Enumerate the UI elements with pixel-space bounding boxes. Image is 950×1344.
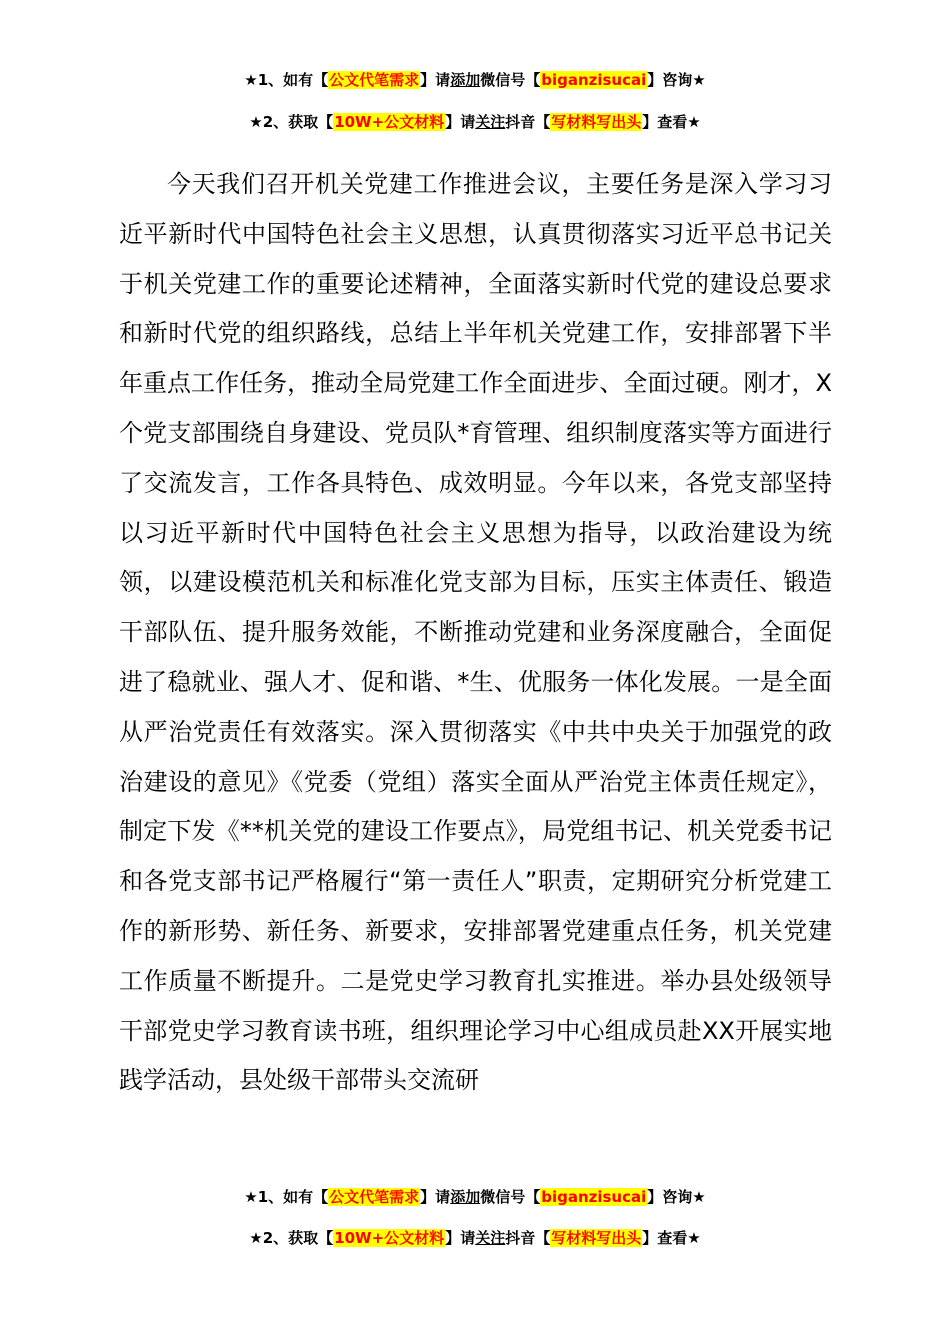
footer-line1-underlined: 添加 bbox=[450, 1188, 481, 1206]
footer-line1-prefix: ★1、如有【 bbox=[244, 1188, 329, 1206]
footer-line1-highlight-service: 公文代笔需求 bbox=[329, 1188, 420, 1206]
header-line1-suffix: 】咨询★ bbox=[647, 71, 706, 89]
footer-line1-suffix: 】咨询★ bbox=[647, 1188, 706, 1206]
header-line2-prefix: ★2、获取【 bbox=[249, 113, 334, 131]
header-line2-mid2: 抖音【 bbox=[505, 113, 551, 131]
footer-line2-suffix: 】查看★ bbox=[642, 1229, 701, 1247]
header-line1-highlight-service: 公文代笔需求 bbox=[329, 71, 420, 89]
footer-line2-underlined: 关注 bbox=[475, 1229, 506, 1247]
header-line2-highlight-douyin: 写材料写出头 bbox=[551, 113, 642, 131]
header-line1-mid2: 微信号【 bbox=[480, 71, 541, 89]
footer-line2-prefix: ★2、获取【 bbox=[249, 1229, 334, 1247]
header-line2-highlight-materials: 10W+公文材料 bbox=[334, 113, 445, 131]
header-line1-mid1: 】请 bbox=[420, 71, 451, 89]
header-line2-suffix: 】查看★ bbox=[642, 113, 701, 131]
footer-line1-mid1: 】请 bbox=[420, 1188, 451, 1206]
header-line1-underlined: 添加 bbox=[450, 71, 481, 89]
footer-notice-line-1 bbox=[0, 1186, 950, 1208]
footer-line1-highlight-wechat-id: biganzisucai bbox=[541, 1188, 647, 1206]
footer-line2-highlight-materials: 10W+公文材料 bbox=[334, 1229, 445, 1247]
header-line2-underlined: 关注 bbox=[475, 113, 506, 131]
header-notice-line-2 bbox=[0, 111, 950, 133]
footer-notice-line-2 bbox=[0, 1227, 950, 1249]
header-line2-mid1: 】请 bbox=[445, 113, 476, 131]
header-line1-prefix: ★1、如有【 bbox=[244, 71, 329, 89]
footer-line2-highlight-douyin: 写材料写出头 bbox=[551, 1229, 642, 1247]
header-notice-line-1 bbox=[0, 69, 950, 91]
footer-line2-mid1: 】请 bbox=[445, 1229, 476, 1247]
footer-line1-mid2: 微信号【 bbox=[480, 1188, 541, 1206]
header-line1-highlight-wechat-id: biganzisucai bbox=[541, 71, 647, 89]
footer-line2-mid2: 抖音【 bbox=[505, 1229, 551, 1247]
document-body-paragraph: 今天我们召开机关党建工作推进会议，主要任务是深入学习习近平新时代中国特色社会主义思想，认真贯彻落实习近平总书记关于机关党建工作的重要论述精神，全面落实新时代党的建设总要求和新时代党的组织路线，总结上半年机关党建工作，安排部署下半年重点工作任务，推动全局党建工作全面进步、全面过硬。刚才，X个党支部围绕自身建设、党员队*育管理、组织制度落实等方面进行了交流发言，工作各具特色、成效明显。今年以来，各党支部坚持以习近平新时代中国特色社会主义思想为指导，以政治建设为统领，以建设模范机关和标准化党支部为目标，压实主体责任、锻造干部队伍、提升服务效能，不断推动党建和业务深度融合，全面促进了稳就业、强人才、促和谐、*生、优服务一体化发展。一是全面从严治党责任有效落实。深入贯彻落实《中共中央关于加强党的政治建设的意见》《党委（党组）落实全面从严治党主体责任规定》，制定下发《**机关党的建设工作要点》，局党组书记、机关党委书记和各党支部书记严格履行“第一责任人”职责，定期研究分析党建工作的新形势、新任务、新要求，安排部署党建重点任务，机关党建工作质量不断提升。二是党史学习教育扎实推进。举办县处级领导干部党史学习教育读书班，组织理论学习中心组成员赴XX开展实地践学活动，县处级干部带头交流研 bbox=[119, 170, 832, 1095]
